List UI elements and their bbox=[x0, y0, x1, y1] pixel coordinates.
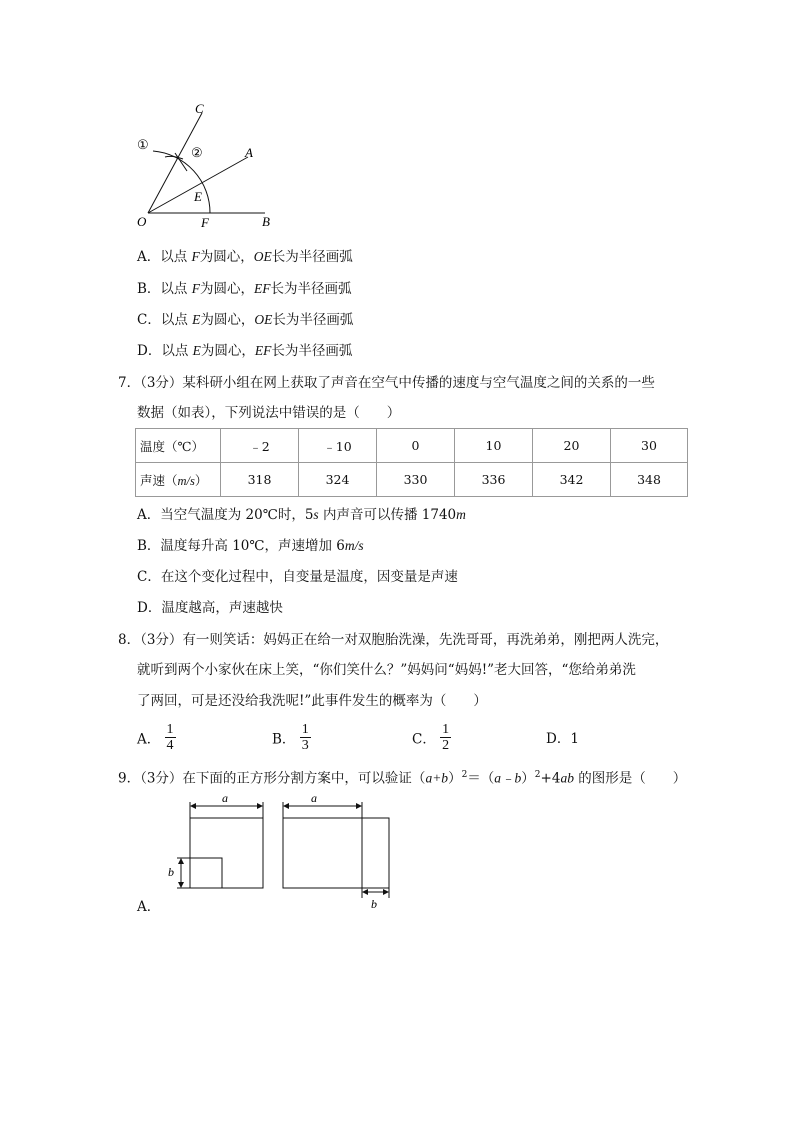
q7-stem-line-1: 7．（3分）某科研小组在网上获取了声音在空气中传播的速度与空气温度之间的关系的一些 bbox=[118, 375, 655, 391]
q7-option-a-mid: 内声音可以传播 1740 bbox=[318, 507, 457, 523]
table-header-temperature: 温度（℃） bbox=[136, 429, 221, 463]
q7-option-a[interactable] bbox=[137, 506, 466, 524]
q6-option-c-mid: 为圆心， bbox=[200, 312, 255, 328]
table-cell: 30 bbox=[611, 429, 688, 463]
q8-option-b[interactable] bbox=[272, 722, 311, 753]
fraction-numerator: 1 bbox=[301, 722, 309, 737]
table-cell: 20 bbox=[533, 429, 611, 463]
table-cell: 10 bbox=[455, 429, 533, 463]
fraction-numerator: 1 bbox=[442, 722, 450, 737]
q6-option-a-point: F bbox=[191, 249, 200, 264]
q6-option-b-suffix: 长为半径画弧 bbox=[270, 281, 352, 297]
q6-option-a-suffix: 长为半径画弧 bbox=[271, 249, 353, 265]
q7-option-d[interactable]: D．温度越高，声速越快 bbox=[137, 600, 283, 616]
q9-stem-pre: 9．（3分）在下面的正方形分割方案中，可以验证（ bbox=[118, 770, 426, 787]
arc-mark-1 bbox=[165, 156, 183, 159]
q6-option-b-segment: EF bbox=[253, 281, 271, 296]
q9-stem-post: 的图形是（ ） bbox=[573, 770, 687, 787]
q9-exponent-2: 2 bbox=[534, 770, 541, 780]
left-dim-a-label: a bbox=[222, 791, 228, 805]
q8-stem-line-2: 就听到两个小家伙在床上笑，“你们笑什么？”妈妈问“妈妈!”老大回答，“您给弟弟洗 bbox=[137, 662, 636, 678]
fraction-one-quarter bbox=[165, 722, 176, 753]
right-outer-rect bbox=[283, 818, 389, 888]
fraction-one-half bbox=[440, 722, 451, 753]
label-o: O bbox=[137, 214, 147, 229]
q6-option-c-prefix: C．以点 bbox=[137, 312, 193, 328]
q6-option-a-mid: 为圆心， bbox=[199, 249, 254, 265]
q6-option-d-point: E bbox=[192, 343, 201, 358]
table-cell: 0 bbox=[377, 429, 455, 463]
right-dim-b-label: b bbox=[371, 897, 377, 911]
q6-option-d-segment: EF bbox=[254, 343, 272, 358]
q8-option-a[interactable] bbox=[137, 722, 176, 753]
q9-expr-product: ab bbox=[560, 770, 574, 786]
left-inner-square bbox=[190, 858, 222, 888]
table-cell: ﹣2 bbox=[221, 429, 299, 463]
q8-option-b-letter: B． bbox=[272, 731, 296, 748]
q9-exponent-1: 2 bbox=[461, 770, 468, 780]
table-cell: 336 bbox=[455, 463, 533, 497]
label-a: A bbox=[245, 145, 253, 160]
q8-stem-line-3: 了两回，可是还没给我洗呢!”此事件发生的概率为（ ） bbox=[137, 693, 487, 709]
label-arc-2: ② bbox=[191, 145, 203, 160]
q6-option-b-prefix: B．以点 bbox=[137, 281, 192, 297]
q9-equals: ＝（ bbox=[467, 770, 495, 787]
table-cell: 318 bbox=[221, 463, 299, 497]
arc-mark-2 bbox=[175, 153, 187, 171]
q8-option-c[interactable] bbox=[412, 722, 451, 753]
q9-stem bbox=[118, 766, 686, 788]
left-outer-square bbox=[190, 818, 263, 888]
speed-label-post: ） bbox=[194, 472, 208, 488]
table-cell: ﹣10 bbox=[299, 429, 377, 463]
table-header-speed bbox=[136, 463, 221, 497]
fraction-numerator: 1 bbox=[166, 722, 174, 737]
q9-expr-sum: a+b bbox=[425, 770, 449, 786]
q6-option-c[interactable] bbox=[137, 311, 353, 329]
q7-option-a-text: A．当空气温度为 20℃时，5 bbox=[137, 507, 314, 523]
left-dim-b-label: b bbox=[168, 865, 174, 879]
q6-option-c-point: E bbox=[192, 312, 201, 327]
q6-option-b-mid: 为圆心， bbox=[199, 281, 254, 297]
right-dim-a-label: a bbox=[311, 791, 317, 805]
q6-option-a-segment: OE bbox=[253, 249, 272, 264]
q8-option-a-letter: A． bbox=[137, 731, 161, 748]
q7-option-b-unit: m/s bbox=[344, 538, 364, 553]
q6-option-a[interactable] bbox=[137, 248, 353, 266]
table-cell: 342 bbox=[533, 463, 611, 497]
q6-option-c-segment: OE bbox=[254, 312, 273, 327]
q6-option-d-prefix: D．以点 bbox=[137, 343, 193, 359]
table-cell: 348 bbox=[611, 463, 688, 497]
q8-option-c-letter: C． bbox=[412, 731, 436, 748]
q9-option-a[interactable]: A． bbox=[137, 899, 161, 915]
q6-option-d[interactable] bbox=[137, 342, 352, 360]
q9-plus: +4 bbox=[540, 770, 561, 787]
q6-option-d-mid: 为圆心， bbox=[200, 343, 255, 359]
fraction-one-third bbox=[300, 722, 311, 753]
label-f: F bbox=[201, 215, 209, 230]
q7-option-a-unit-m: m bbox=[456, 507, 466, 522]
q6-option-c-suffix: 长为半径画弧 bbox=[272, 312, 354, 328]
q7-option-b[interactable] bbox=[137, 537, 364, 555]
fraction-denominator: 4 bbox=[166, 738, 174, 753]
q9-paren-2: ） bbox=[521, 770, 535, 787]
table-row bbox=[136, 463, 688, 497]
label-b: B bbox=[262, 214, 270, 229]
q6-option-b-point: F bbox=[191, 281, 200, 296]
q9-expr-diff: a﹣b bbox=[494, 770, 522, 786]
speed-label-unit: m/s bbox=[177, 473, 195, 488]
temperature-speed-table bbox=[135, 428, 688, 497]
q9-paren-1: ） bbox=[448, 770, 462, 787]
fraction-denominator: 3 bbox=[301, 738, 309, 753]
q7-option-b-text: B．温度每升高 10℃，声速增加 6 bbox=[137, 538, 345, 554]
fraction-denominator: 2 bbox=[442, 738, 450, 753]
q8-option-d[interactable]: D．1 bbox=[546, 731, 579, 747]
table-cell: 330 bbox=[377, 463, 455, 497]
label-c: C bbox=[195, 101, 204, 116]
square-division-figure bbox=[160, 790, 400, 915]
q7-stem-line-2: 数据（如表），下列说法中错误的是（ ） bbox=[137, 405, 401, 421]
q8-stem-line-1: 8．（3分）有一则笑话：妈妈正在给一对双胞胎洗澡，先洗哥哥，再洗弟弟，刚把两人洗完， bbox=[118, 632, 669, 648]
label-arc-1: ① bbox=[137, 137, 149, 152]
q6-option-b[interactable] bbox=[137, 280, 351, 298]
q6-option-a-prefix: A．以点 bbox=[137, 249, 192, 265]
label-e: E bbox=[194, 189, 202, 204]
table-row bbox=[136, 429, 688, 463]
table-cell: 324 bbox=[299, 463, 377, 497]
q7-option-c[interactable]: C．在这个变化过程中，自变量是温度，因变量是声速 bbox=[137, 569, 458, 585]
speed-label-pre: 声速（ bbox=[140, 472, 178, 488]
q6-option-d-suffix: 长为半径画弧 bbox=[271, 343, 353, 359]
angle-construction-figure bbox=[125, 95, 285, 235]
q7-option-a-unit-s: s bbox=[313, 507, 319, 522]
